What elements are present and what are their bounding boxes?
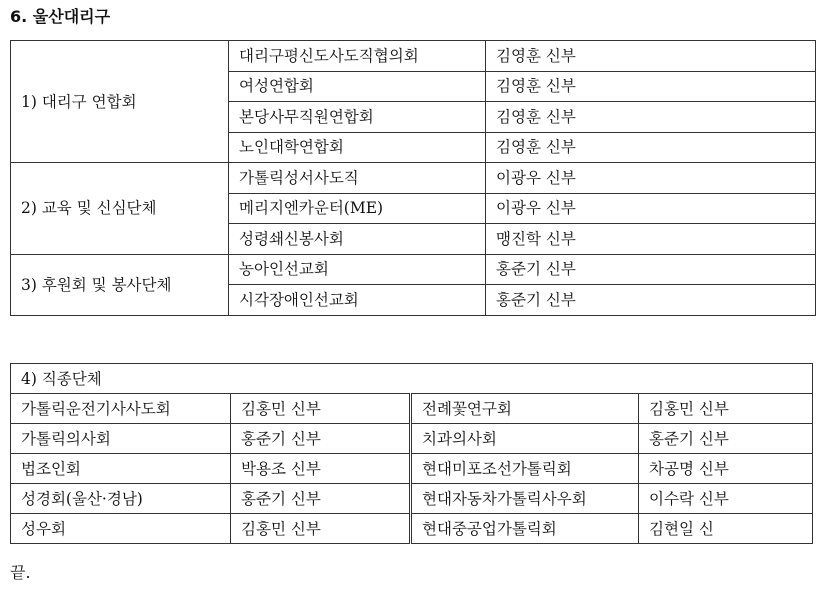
table-row — [11, 484, 813, 514]
priest-name: 홍준기 신부 — [231, 424, 411, 454]
organization-name: 시각장애인선교회 — [229, 285, 486, 316]
organization-name: 성경회(울산·경남) — [11, 484, 231, 514]
priest-name: 홍준기 신부 — [486, 254, 816, 285]
priest-name: 차공명 신부 — [639, 454, 813, 484]
organization-name: 현대미포조선가톨릭회 — [411, 454, 639, 484]
organization-name: 가톨릭의사회 — [11, 424, 231, 454]
organization-name: 성우회 — [11, 514, 231, 544]
priest-name: 홍준기 신부 — [639, 424, 813, 454]
priest-name: 김영훈 신부 — [486, 132, 816, 163]
table-row — [11, 41, 816, 72]
priest-name: 김영훈 신부 — [486, 71, 816, 102]
association-table — [10, 40, 816, 316]
section-title: 6. 울산대리구 — [10, 7, 111, 26]
organization-name: 여성연합회 — [229, 71, 486, 102]
closing-text: 끝. — [10, 563, 31, 582]
organization-name: 치과의사회 — [411, 424, 639, 454]
organization-name: 가톨릭성서사도직 — [229, 163, 486, 194]
table-row — [11, 424, 813, 454]
organization-name: 가톨릭운전기사사도회 — [11, 394, 231, 424]
priest-name: 맹진학 신부 — [486, 224, 816, 255]
priest-name: 김홍민 신부 — [231, 514, 411, 544]
organization-name: 농아인선교회 — [229, 254, 486, 285]
table-row — [11, 454, 813, 484]
table-header: 4) 직종단체 — [11, 364, 813, 394]
table-row — [11, 254, 816, 285]
priest-name: 이수락 신부 — [639, 484, 813, 514]
priest-name: 김현일 신 — [639, 514, 813, 544]
priest-name: 김영훈 신부 — [486, 102, 816, 133]
priest-name: 이광우 신부 — [486, 193, 816, 224]
priest-name: 김홍민 신부 — [639, 394, 813, 424]
table-row — [11, 514, 813, 544]
organization-name: 성령쇄신봉사회 — [229, 224, 486, 255]
priest-name: 김영훈 신부 — [486, 41, 816, 72]
table-row — [11, 394, 813, 424]
group-label: 2) 교육 및 신심단체 — [11, 163, 229, 255]
group-label: 3) 후원회 및 봉사단체 — [11, 254, 229, 315]
group-label: 1) 대리구 연합회 — [11, 41, 229, 163]
priest-name: 김홍민 신부 — [231, 394, 411, 424]
table-row — [11, 163, 816, 194]
organization-name: 본당사무직원연합회 — [229, 102, 486, 133]
table-header-row — [11, 364, 813, 394]
organization-name: 대리구평신도사도직협의회 — [229, 41, 486, 72]
organization-name: 노인대학연합회 — [229, 132, 486, 163]
organization-name: 법조인회 — [11, 454, 231, 484]
organization-name: 현대자동차가톨릭사우회 — [411, 484, 639, 514]
priest-name: 이광우 신부 — [486, 163, 816, 194]
priest-name: 홍준기 신부 — [486, 285, 816, 316]
priest-name: 홍준기 신부 — [231, 484, 411, 514]
organization-name: 현대중공업가톨릭회 — [411, 514, 639, 544]
priest-name: 박용조 신부 — [231, 454, 411, 484]
professional-groups-table — [10, 363, 813, 544]
organization-name: 전례꽃연구회 — [411, 394, 639, 424]
organization-name: 메리지엔카운터(ME) — [229, 193, 486, 224]
